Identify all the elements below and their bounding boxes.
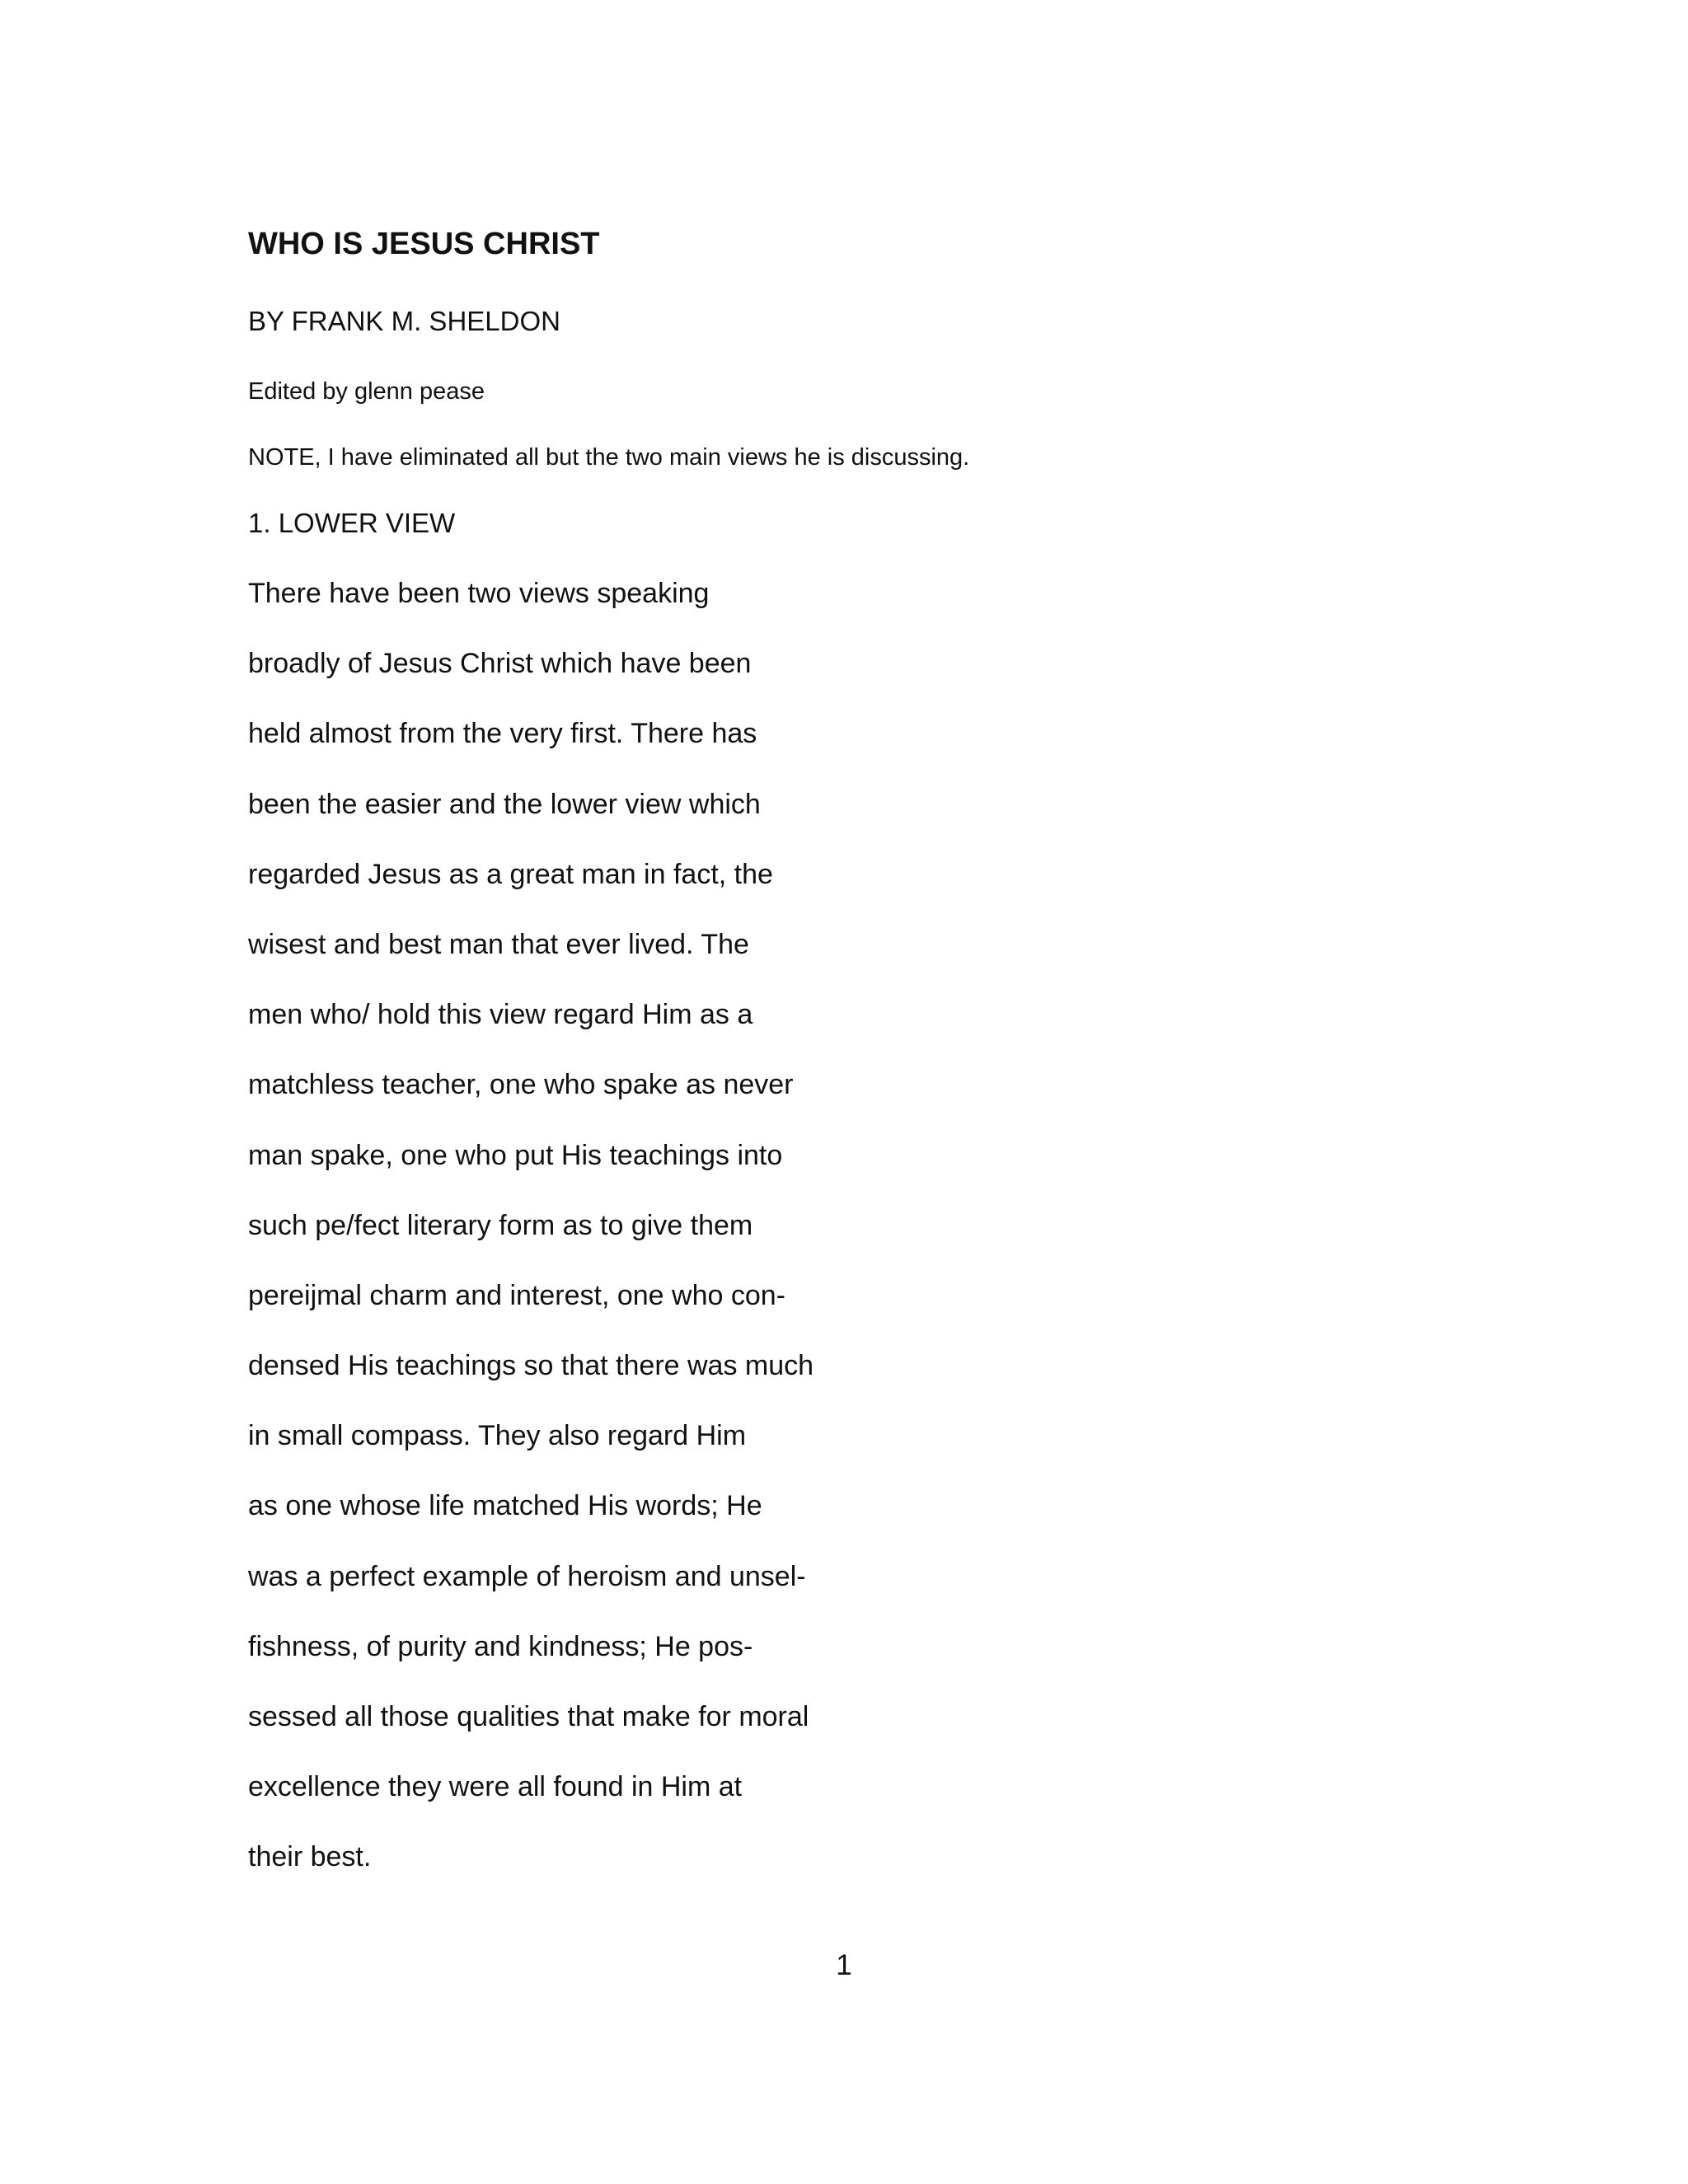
body-line: men who/ hold this view regard Him as a: [248, 999, 753, 1031]
body-line: wisest and best man that ever lived. The: [248, 928, 749, 960]
body-line: in small compass. They also regard Him: [248, 1420, 747, 1452]
editor-note: NOTE, I have eliminated all but the two main views he is discussing.: [248, 444, 970, 471]
body-line: regarded Jesus as a great man in fact, the: [248, 858, 773, 890]
document-title: WHO IS JESUS CHRIST: [248, 227, 600, 261]
section-heading: 1. LOWER VIEW: [248, 508, 456, 538]
page-number: 1: [836, 1949, 852, 1981]
body-line: broadly of Jesus Christ which have been: [248, 648, 752, 680]
body-line: their best.: [248, 1841, 372, 1873]
body-text: [248, 574, 814, 1909]
author-line: BY FRANK M. SHELDON: [248, 306, 560, 336]
body-line: There have been two views speaking: [248, 578, 710, 609]
editor-line: Edited by glenn pease: [248, 378, 485, 405]
body-line: was a perfect example of heroism and unsel-: [248, 1560, 806, 1592]
body-line: man spake, one who put His teachings into: [248, 1139, 783, 1171]
body-line: densed His teachings so that there was much: [248, 1350, 814, 1382]
body-line: held almost from the very first. There has: [248, 718, 757, 750]
body-line: fishness, of purity and kindness; He pos-: [248, 1630, 753, 1662]
body-line: excellence they were all found in Him at: [248, 1771, 743, 1803]
body-line: pereijmal charm and interest, one who con-: [248, 1279, 785, 1311]
body-line: matchless teacher, one who spake as never: [248, 1069, 794, 1101]
body-line: as one whose life matched His words; He: [248, 1490, 762, 1522]
body-line: sessed all those qualities that make for moral: [248, 1701, 809, 1732]
body-line: been the easier and the lower view which: [248, 788, 761, 820]
body-line: such pe/fect literary form as to give them: [248, 1209, 753, 1241]
